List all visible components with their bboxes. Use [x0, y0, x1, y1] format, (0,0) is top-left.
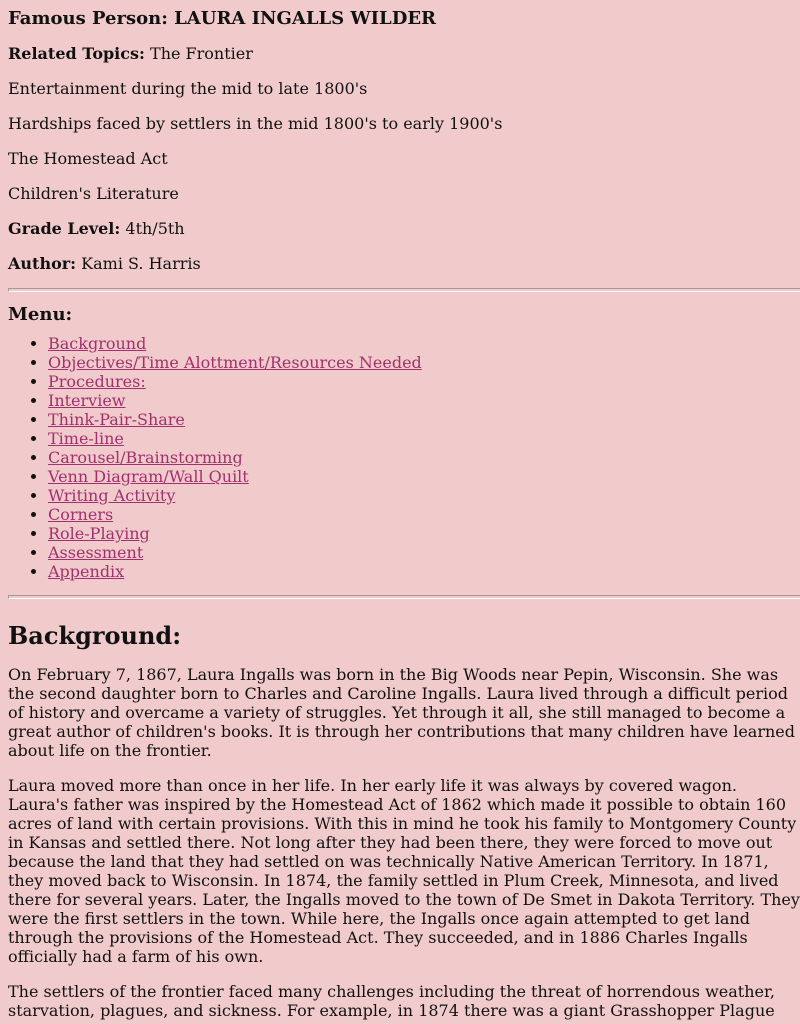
background-heading: Background: — [8, 621, 182, 650]
related-topics — [8, 43, 800, 64]
related-topics-label: Related Topics: — [8, 44, 145, 63]
related-topic: Children's Literature — [8, 184, 179, 203]
menu-link-carousel[interactable]: Carousel/Brainstorming — [48, 448, 243, 467]
menu-item — [48, 467, 800, 486]
author-label: Author: — [8, 254, 77, 273]
menu-item — [48, 486, 800, 505]
divider — [8, 288, 800, 292]
menu-link-venn-diagram[interactable]: Venn Diagram/Wall Quilt — [48, 467, 249, 486]
page-title: Famous Person: LAURA INGALLS WILDER — [8, 8, 437, 29]
background-paragraph: Laura moved more than once in her life. In her early life it was always by covered wagon. Laura's father was inspired by the Homestead Act of 1862 which made it possible to obtain 160 acres of land with certain provisions. With this in mind he took his family to Montgomery County in Kansas and settled there. Not long after they had been there, they were forced to move out because the land that they had settled on was technically Native American Territory. In 1871, they moved back to Wisconsin. In 1874, the family settled in Plum Creek, Minnesota, and lived there for several years. Later, the Ingalls moved to the town of De Smet in Dakota Territory. They were the first settlers in the town. While here, the Ingalls once again attempted to get land through the provisions of the Homestead Act. They succeeded, and in 1886 Charles Ingalls officially had a farm of his own. — [8, 776, 800, 966]
menu-item — [48, 562, 800, 581]
menu-link-corners[interactable]: Corners — [48, 505, 114, 524]
menu-link-objectives[interactable]: Objectives/Time Alottment/Resources Needed — [48, 353, 422, 372]
author — [8, 253, 800, 274]
menu-link-role-playing[interactable]: Role-Playing — [48, 524, 150, 543]
menu-list — [8, 334, 800, 581]
menu-item — [48, 372, 800, 391]
background-paragraph: The settlers of the frontier faced many challenges including the threat of horrendous weather, starvation, plagues, and sickness. For example, in 1874 there was a giant Grasshopper Plague — [8, 982, 775, 1020]
related-topic: Hardships faced by settlers in the mid 1800's to early 1900's — [8, 114, 503, 133]
menu-heading: Menu: — [8, 304, 73, 325]
grade-level-label: Grade Level: — [8, 219, 121, 238]
menu-link-appendix[interactable]: Appendix — [48, 562, 125, 581]
menu-link-assessment[interactable]: Assessment — [48, 543, 144, 562]
related-topic: Entertainment during the mid to late 1800's — [8, 79, 368, 98]
menu-link-background[interactable]: Background — [48, 334, 147, 353]
related-topic: The Homestead Act — [8, 149, 168, 168]
author-value: Kami S. Harris — [81, 254, 201, 273]
menu-link-procedures[interactable]: Procedures: — [48, 372, 146, 391]
menu-link-think-pair-share[interactable]: Think-Pair-Share — [48, 410, 185, 429]
grade-level-value: 4th/5th — [125, 219, 185, 238]
divider — [8, 595, 800, 599]
menu-item — [48, 334, 800, 353]
related-topic: The Frontier — [150, 44, 253, 63]
menu-link-interview[interactable]: Interview — [48, 391, 126, 410]
grade-level — [8, 218, 800, 239]
menu-link-time-line[interactable]: Time-line — [48, 429, 124, 448]
background-paragraph: On February 7, 1867, Laura Ingalls was born in the Big Woods near Pepin, Wisconsin. She was the second daughter born to Charles and Caroline Ingalls. Laura lived through a difficult period of history and overcame a variety of struggles. Yet through it all, she still managed to become a great author of children's books. It is through her contributions that many children have learned about life on the frontier. — [8, 665, 795, 760]
menu-item — [48, 543, 800, 562]
menu-item — [48, 524, 800, 543]
menu-item — [48, 448, 800, 467]
menu-item — [48, 505, 800, 524]
menu-item — [48, 391, 800, 410]
menu-item — [48, 410, 800, 429]
menu-item — [48, 353, 800, 372]
menu-link-writing-activity[interactable]: Writing Activity — [48, 486, 176, 505]
menu-item — [48, 429, 800, 448]
